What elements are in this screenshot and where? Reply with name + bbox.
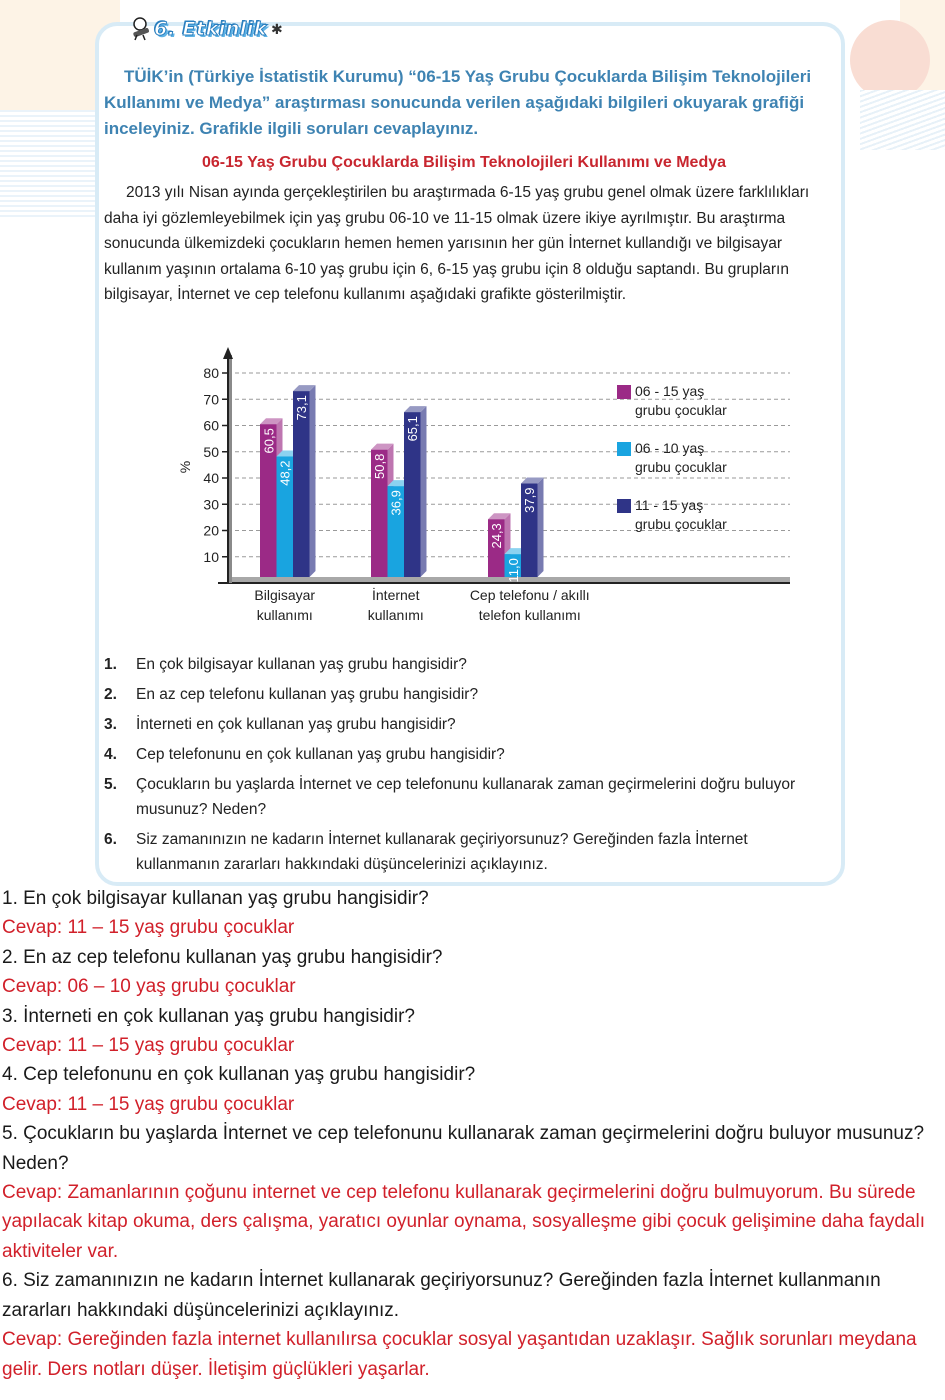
y-axis-label: % <box>177 460 193 474</box>
legend-item <box>617 439 777 477</box>
x-category-label: Bilgisayar <box>254 587 316 603</box>
y-axis-arrow-icon <box>223 347 233 359</box>
question-number: 1. <box>104 656 117 673</box>
question-item <box>104 712 814 737</box>
y-tick-label: 30 <box>203 496 219 513</box>
legend-item <box>617 382 777 420</box>
question-item <box>104 742 814 767</box>
question-text: İnterneti en çok kullanan yaş grubu hangisidir? <box>136 716 456 733</box>
legend-label: 11 - 15 yaş grubu çocuklar <box>635 497 727 532</box>
answer-question: 1. En çok bilgisayar kullanan yaş grubu hangisidir? <box>2 888 429 909</box>
legend-swatch <box>617 499 631 513</box>
question-text: Cep telefonunu en çok kullanan yaş grubu hangisidir? <box>136 746 505 763</box>
bar-value-label: 60,5 <box>261 428 277 454</box>
legend-swatch <box>617 442 631 456</box>
question-number: 5. <box>104 776 117 793</box>
star-icon: ✱ <box>270 20 283 37</box>
badge-label: 6. Etkinlik <box>154 18 267 40</box>
question-item <box>104 772 814 822</box>
question-item <box>104 682 814 707</box>
answer-question: 3. İnterneti en çok kullanan yaş grubu hangisidir? <box>2 1005 415 1027</box>
question-item <box>104 652 814 677</box>
question-text: Siz zamanınızın ne kadarın İnternet kullanarak geçiriyorsunuz? Gereğinden fazla İnternet kullanmanın zararları hakkındaki düşüncelerinizi açıklayınız. <box>136 831 748 873</box>
background-circle <box>850 20 930 100</box>
question-text: En az cep telefonu kullanan yaş grubu hangisidir? <box>136 686 479 703</box>
x-category-label: kullanımı <box>256 607 313 623</box>
bar-value-label: 50,8 <box>372 453 388 479</box>
answer-text: Cevap: Zamanlarının çoğunu internet ve cep telefonu kullanarak geçirmelerini doğru bulmuyorum. Bu sürede yapılacak kitap okuma, ders çalışma, yaratıcı oyunlar oynama, sosyalleşme gibi çocuk gelişimine daha faydalı aktiviteler var. <box>2 1182 925 1262</box>
answer-text: Cevap: 11 – 15 yaş grubu çocuklar <box>2 1093 295 1115</box>
mascot-icon <box>130 17 152 41</box>
bar-side <box>310 385 316 577</box>
intro-text <box>104 64 824 142</box>
answer-question: 6. Siz zamanınızın ne kadarın İnternet kullanarak geçiriyorsunuz? Gereğinden fazla İnternet kullanmanın zararları hakkındaki düşüncelerinizi açıklayınız. <box>2 1270 881 1321</box>
bar-side <box>538 478 544 577</box>
y-tick-label: 60 <box>203 417 219 434</box>
y-tick-label: 10 <box>203 548 219 565</box>
question-number: 2. <box>104 686 117 703</box>
answer-text: Cevap: 06 – 10 yaş grubu çocuklar <box>2 976 296 998</box>
y-tick-label: 80 <box>203 365 219 381</box>
answer-question: 4. Cep telefonunu en çok kullanan yaş grubu hangisidir? <box>2 1064 476 1086</box>
answer-text: Cevap: 11 – 15 yaş grubu çocuklar <box>2 1035 295 1057</box>
legend-swatch <box>617 385 631 399</box>
bar-value-label: 37,9 <box>522 487 538 513</box>
answer-question: 5. Çocukların bu yaşlarda İnternet ve cep telefonunu kullanarak zaman geçirmelerini doğru buluyor musunuz? Neden? <box>2 1123 925 1174</box>
y-tick-label: 70 <box>203 391 219 408</box>
question-item <box>104 827 814 877</box>
y-tick-label: 50 <box>203 443 219 460</box>
answer-text: Cevap: Gereğinden fazla internet kullanılırsa çocuklar sosyal yaşantıdan uzaklaşır. Sağlık sorunları meydana gelir. Ders notları düşer. İletişim güçlükleri yaşarlar. <box>2 1329 917 1380</box>
x-category-label: İnternet <box>372 587 420 603</box>
answer-question: 2. En az cep telefonu kullanan yaş grubu hangisidir? <box>2 946 443 968</box>
question-number: 4. <box>104 746 117 763</box>
x-category-label: telefon kullanımı <box>478 607 581 623</box>
background-stripes <box>860 90 945 150</box>
body-text <box>104 180 832 308</box>
section-title: 06-15 Yaş Grubu Çocuklarda Bilişim Teknolojileri Kullanımı ve Medya <box>201 154 727 171</box>
bar-value-label: 65,1 <box>405 416 421 442</box>
chart-legend <box>617 382 777 553</box>
y-tick-label: 20 <box>203 522 219 539</box>
question-text: En çok bilgisayar kullanan yaş grubu hangisidir? <box>136 656 467 673</box>
x-category-label: kullanımı <box>367 607 424 623</box>
question-number: 6. <box>104 831 117 848</box>
bar-value-label: 73,1 <box>294 395 310 421</box>
bar-side <box>421 406 427 577</box>
legend-item <box>617 496 777 534</box>
y-tick-label: 40 <box>203 470 219 486</box>
answer-section <box>2 884 937 1384</box>
activity-badge <box>130 14 283 44</box>
legend-label: 06 - 15 yaş grubu çocuklar <box>635 383 727 418</box>
answer-text: Cevap: 11 – 15 yaş grubu çocuklar <box>2 917 295 939</box>
body-paragraph: 2013 yılı Nisan ayında gerçekleştirilen bu araştırmada 6-15 yaş grubu genel olmak üzere farklılıkları daha iyi gözlemleyebilmek için yaş grubu 06-10 ve 11-15 olmak üzere ikiye ayrılmıştır. Bu araştırma sonucunda ülkemizdeki çocukların hemen hemen yarısının her gün İnternet kullandığı ve bilgisayar kullanım yaşının ortalama 6-10 yaş grubu için 6, 6-15 yaş grubu için 8 olduğu saptandı. Bu grupların bilgisayar, İnternet ve cep telefonu kullanımı aşağıdaki grafikte gösterilmiştir. <box>104 184 810 303</box>
background-stripes <box>0 110 100 220</box>
bar-value-label: 48,2 <box>277 460 293 486</box>
question-text: Çocukların bu yaşlarda İnternet ve cep telefonunu kullanarak zaman geçirmelerini doğru buluyor musunuz? Neden? <box>136 776 796 818</box>
question-number: 3. <box>104 716 117 733</box>
x-category-label: Cep telefonu / akıllı <box>469 587 590 603</box>
intro-paragraph: TÜİK’in (Türkiye İstatistik Kurumu) “06-15 Yaş Grubu Çocuklarda Bilişim Teknolojileri Kullanımı ve Medya” araştırması sonucunda verilen aşağıdaki bilgileri okuyarak grafiği inceleyiniz. Grafikle ilgili soruları cevaplayınız. <box>104 67 812 138</box>
legend-label: 06 - 10 yaş grubu çocuklar <box>635 440 727 475</box>
bar-value-label: 11,0 <box>505 558 521 583</box>
bar-value-label: 36,9 <box>388 490 404 516</box>
question-list <box>104 652 814 882</box>
bar-value-label: 24,3 <box>489 523 505 549</box>
